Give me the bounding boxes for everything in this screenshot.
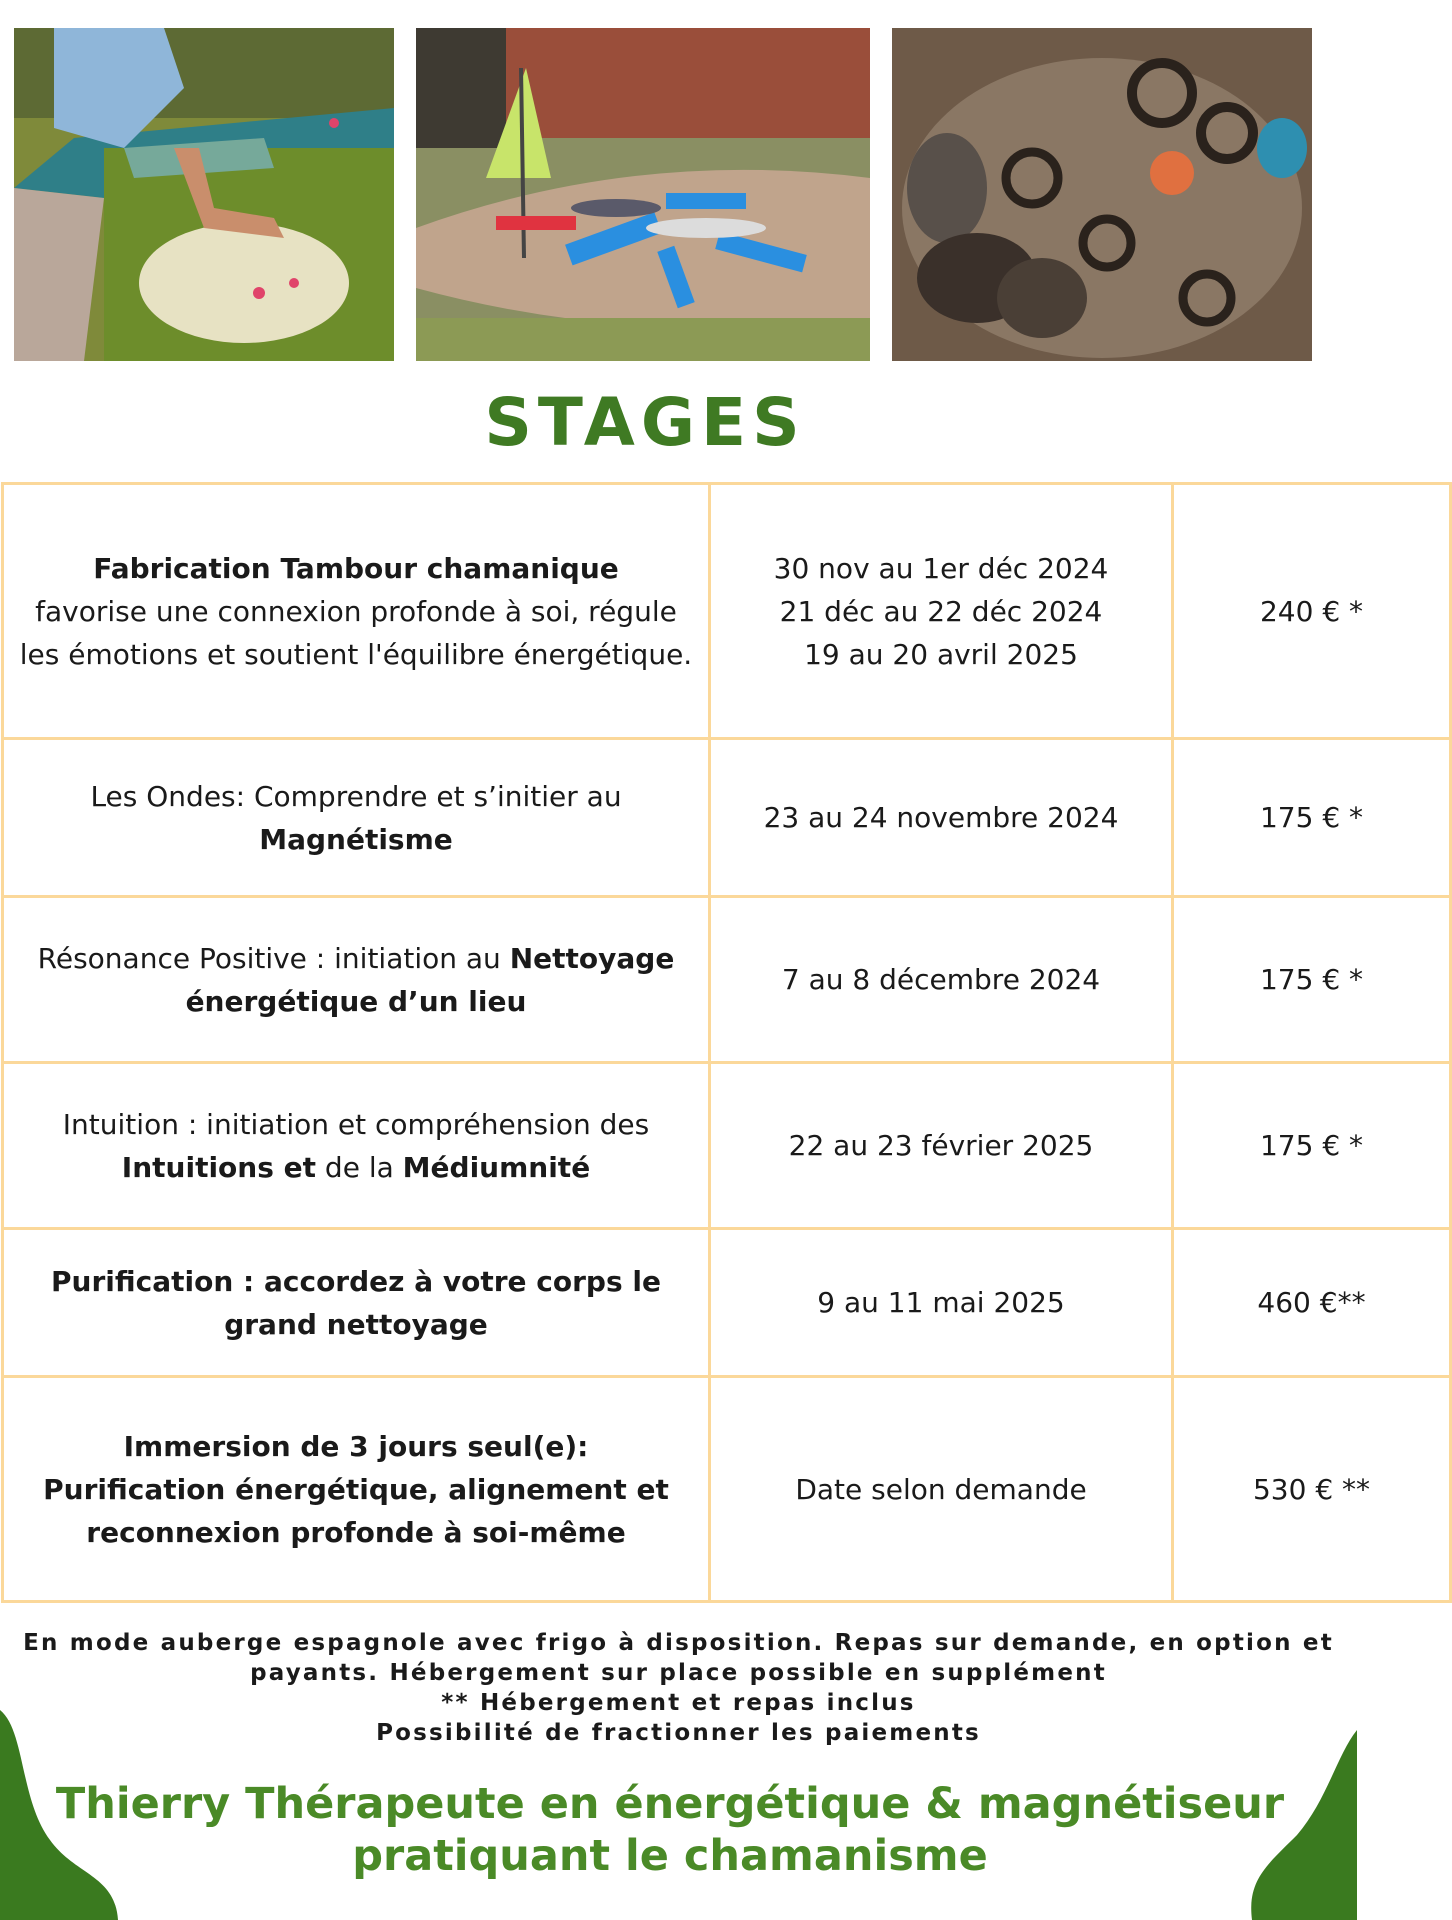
stage-date: 21 déc au 22 déc 2024 bbox=[779, 594, 1103, 628]
stage-date: 7 au 8 décembre 2024 bbox=[781, 963, 1101, 996]
footnote-line: ** Hébergement et repas inclus bbox=[441, 1690, 916, 1716]
stage-title: Fabrication Tambour chamanique bbox=[93, 551, 619, 585]
stage-price: 175 € * bbox=[1173, 1063, 1451, 1229]
stage-text: Résonance Positive : initiation au bbox=[37, 941, 501, 975]
stage-date: 22 au 23 février 2025 bbox=[788, 1129, 1094, 1162]
photo-feet-in-pond-drum bbox=[14, 28, 394, 361]
stage-price: 175 € * bbox=[1173, 739, 1451, 897]
stage-text: de la bbox=[324, 1150, 394, 1184]
stage-text: favorise une connexion profonde à soi, régule les émotions et soutient l'équilibre énergétique. bbox=[19, 594, 693, 671]
stage-price: 175 € * bbox=[1173, 897, 1451, 1063]
stage-date: Date selon demande bbox=[795, 1472, 1087, 1506]
stage-title: Magnétisme bbox=[259, 822, 453, 856]
stage-title: Purification : accordez à votre corps le grand nettoyage bbox=[51, 1264, 661, 1341]
footnote-line: payants. Hébergement sur place possible en supplément bbox=[250, 1660, 1107, 1686]
stage-title: Nettoyage énergétique d’un lieu bbox=[185, 941, 675, 1018]
stage-description bbox=[3, 1063, 710, 1229]
signature-line: pratiquant le chamanisme bbox=[352, 1831, 988, 1881]
stage-price: 460 €** bbox=[1173, 1229, 1451, 1377]
stage-title: Immersion de 3 jours seul(e): Purification énergétique, alignement et reconnexion profonde à soi-même bbox=[43, 1429, 669, 1549]
photo-group-lying-on-mats bbox=[416, 28, 870, 361]
stage-description bbox=[3, 1377, 710, 1602]
footnote-line: Possibilité de fractionner les paiements bbox=[376, 1720, 981, 1746]
stage-price: 530 € ** bbox=[1173, 1377, 1451, 1602]
stage-description bbox=[3, 1229, 710, 1377]
stage-dates bbox=[710, 484, 1173, 739]
stage-dates bbox=[710, 1063, 1173, 1229]
stage-dates bbox=[710, 739, 1173, 897]
table-row bbox=[3, 739, 1451, 897]
stage-dates bbox=[710, 1377, 1173, 1602]
table-row bbox=[3, 1229, 1451, 1377]
stage-dates bbox=[710, 1229, 1173, 1377]
stage-date: 19 au 20 avril 2025 bbox=[804, 637, 1078, 671]
stage-date: 30 nov au 1er déc 2024 bbox=[773, 551, 1109, 585]
stage-text: Intuition : initiation et compréhension des bbox=[62, 1107, 650, 1141]
stage-date: 23 au 24 novembre 2024 bbox=[763, 801, 1119, 834]
stages-table bbox=[1, 482, 1452, 1603]
stage-title: Médiumnité bbox=[402, 1150, 591, 1184]
footnotes bbox=[0, 1628, 1357, 1748]
stage-date: 9 au 11 mai 2025 bbox=[817, 1286, 1065, 1319]
signature bbox=[0, 1778, 1340, 1882]
stage-dates bbox=[710, 897, 1173, 1063]
table-row bbox=[3, 484, 1451, 739]
stage-description bbox=[3, 484, 710, 739]
signature-line: Thierry Thérapeute en énergétique & magnétiseur bbox=[55, 1779, 1285, 1829]
stage-text: Les Ondes: Comprendre et s’initier au bbox=[90, 779, 622, 813]
page-title: STAGES bbox=[484, 384, 806, 461]
stage-price: 240 € * bbox=[1173, 484, 1451, 739]
table-row bbox=[3, 1377, 1451, 1602]
stage-description bbox=[3, 897, 710, 1063]
table-row bbox=[3, 897, 1451, 1063]
stage-title: Intuitions et bbox=[121, 1150, 317, 1184]
table-row bbox=[3, 1063, 1451, 1229]
stage-description bbox=[3, 739, 710, 897]
footnote-line: En mode auberge espagnole avec frigo à disposition. Repas sur demande, en option et bbox=[23, 1630, 1334, 1656]
photo-drum-making-workshop bbox=[892, 28, 1312, 361]
